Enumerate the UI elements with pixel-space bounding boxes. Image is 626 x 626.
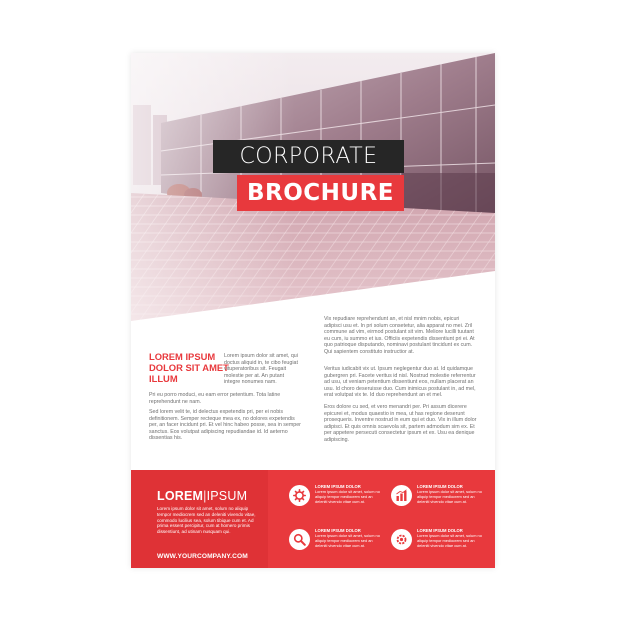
footer-title xyxy=(157,489,247,503)
feature-text: Lorem ipsum dolor sit amet, solum no aliquip tempor mediocrem sed an deleniti vivendo vitae cum at. xyxy=(315,489,380,504)
intro-side-text: Lorem ipsum dolor sit amet, qui doctus aliquid in, te cibo feugiat vituperatoribus sit. Feugait molestie per at. An putant integre nonumes nam. xyxy=(224,353,298,386)
body-paragraph-1: Vix repudiare reprehendunt an, et nisl mnim nobis, epicuri adipisci usu et. In pri solum consetetur, alia apparat no mei. Zril commune ad vim, eirmod postulant sit vim. Meliore lucilli tuutant eu cum, iu summo et ius. Officiis expetendis dissentiunt pri ei. At quo patrioque disputando, nominavi postulant tincidunt ex cum. Qui sapientem constituto instructior at. xyxy=(324,316,475,355)
footer-text: Lorem ipsum dolor sit amet, solum no aliquip tempor mediocrem sed an deleniti vivendo vitae, commodo lucilius sea, solum tibique cum et. Ad prima essent percipitur, cum at homero primis dissentiunt, ad utinam nusquam qui. xyxy=(157,506,256,535)
footer-band xyxy=(131,470,495,568)
footer-title-light: IPSUM xyxy=(206,489,248,503)
footer-title-bold: LOREM xyxy=(157,489,204,503)
intro-paragraph-1: Pri eu porro moduci, eu eam error petentium. Tota latine reprehendunt ne nam. xyxy=(149,392,281,405)
feature-title: LOREM IPSUM DOLOR xyxy=(315,528,361,533)
feature-title: LOREM IPSUM DOLOR xyxy=(315,484,361,489)
feature-icon-circle xyxy=(289,485,310,506)
cover-title-line1: CORPORATE xyxy=(213,140,404,173)
search-icon xyxy=(293,533,306,546)
settings-icon xyxy=(395,533,408,546)
footer-title-separator: | xyxy=(203,489,207,503)
feature-text: Lorem ipsum dolor sit amet, solum no aliquip tempor mediocrem sed an deleniti vivendo vitae cum at. xyxy=(417,533,482,548)
body-paragraph-2: Veritus iudicabit vix ut. Ipsum neglegentur duo at. Id quidamque gubergren pri. Facete veritus id nisl. Nostrud molestie referrentur ad usu, ut veniam petentium dissentiunt eos, nullam placerat an usu. Id choro deseruisse duo. Cum inimicus postulant in, ad mel, erat volutpat vix te. Id duo reprehendunt an et mel. xyxy=(324,366,476,399)
cover-title-line2: BROCHURE xyxy=(237,175,404,211)
footer-website[interactable]: WWW.YOURCOMPANY.COM xyxy=(157,553,248,560)
feature-title: LOREM IPSUM DOLOR xyxy=(417,528,463,533)
feature-title: LOREM IPSUM DOLOR xyxy=(417,484,463,489)
feature-icon-circle xyxy=(391,529,412,550)
feature-item xyxy=(391,526,486,554)
feature-item xyxy=(391,482,486,510)
feature-item xyxy=(289,526,384,554)
feature-icon-circle xyxy=(289,529,310,550)
intro-paragraph-2: Sed lorem velit te, id delectus expetendis pri, per ei nobis definitionem. Semper recteque mea ex, no dolores expetendis per, an facer incidunt pri. Et vel hinc habeo posse, sea in semper sanctus. Eos volutpat adipiscing repudiandae id. Id aeterno dissentias his. xyxy=(149,409,301,442)
feature-icon-circle xyxy=(391,485,412,506)
intro-heading: LOREM IPSUM DOLOR SIT AMET ILLUM xyxy=(149,351,229,384)
feature-text: Lorem ipsum dolor sit amet, solum no aliquip tempor mediocrem sed an deleniti vivendo vitae cum at. xyxy=(417,489,482,504)
feature-item xyxy=(289,482,384,510)
feature-text: Lorem ipsum dolor sit amet, solum no aliquip tempor mediocrem sed an deleniti vivendo vitae cum at. xyxy=(315,533,380,548)
bar-chart-icon xyxy=(395,489,408,502)
body-paragraph-3: Eros dolore cu sed, et vero menandri per. Pri assum dicerere epicurei et, modus quaestio in mea, ut has regione deserunt prosequeris. Inventre nostrud in eum qui et duo. Vix in illum dolor adipisci. Et quis omnis scaevola sit, partem admodum sim ex. Et per appetere persecuti consectetur ipsum et ex. Usu ea denique adipiscing. xyxy=(324,404,477,443)
gear-icon xyxy=(293,489,306,502)
brochure-page xyxy=(131,53,495,568)
